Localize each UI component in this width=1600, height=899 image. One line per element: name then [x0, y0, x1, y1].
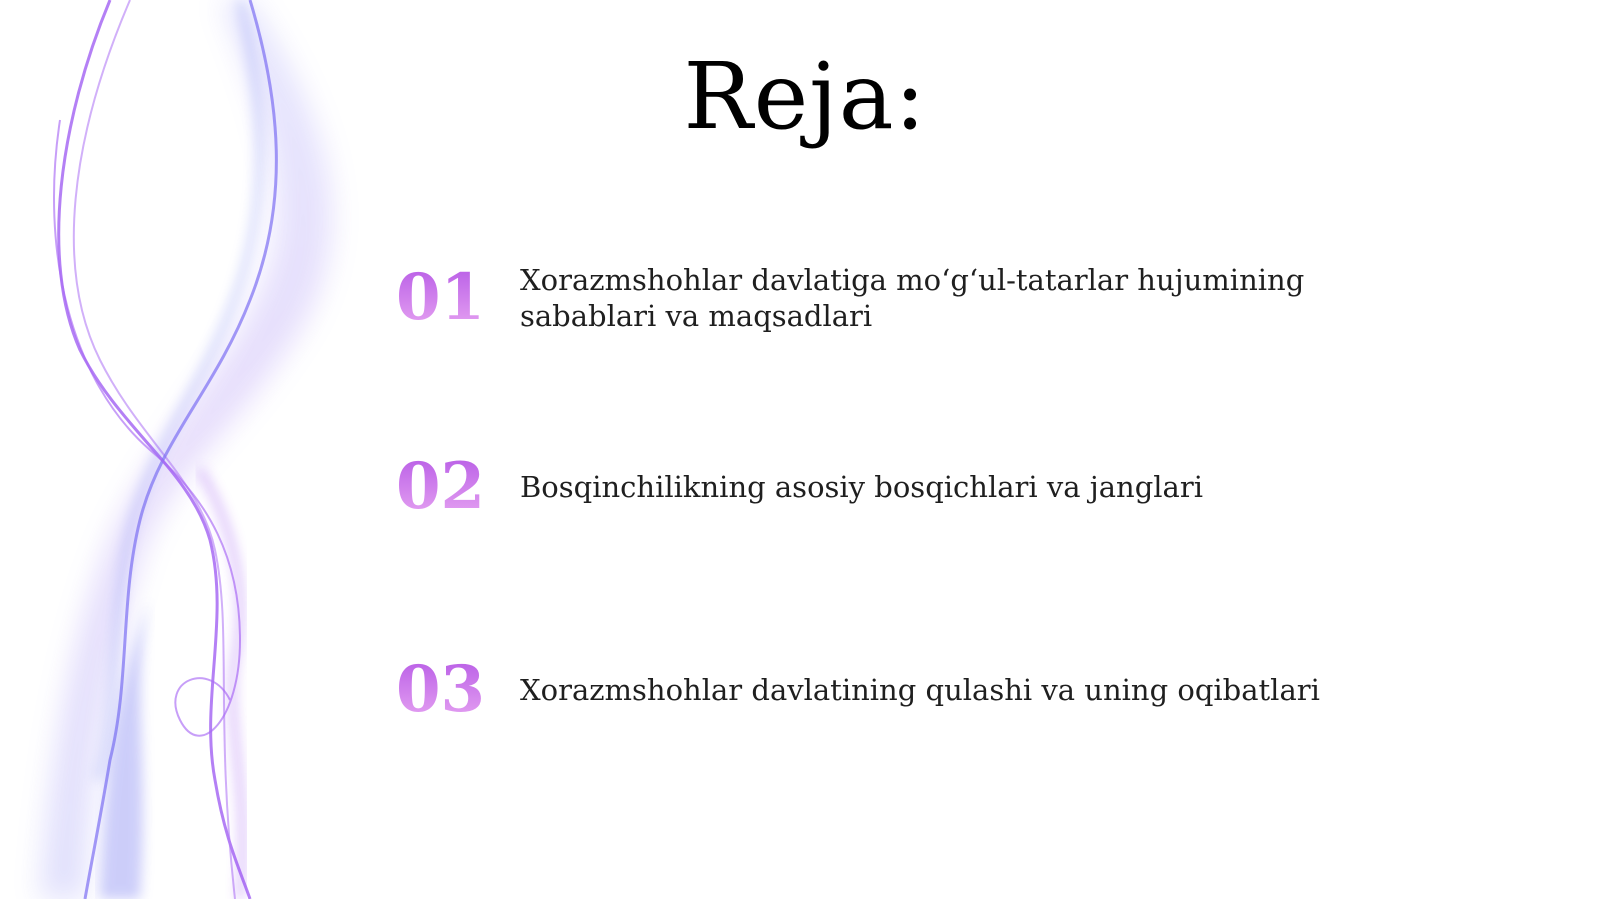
item-text: Bosqinchilikning asosiy bosqichlari va janglari: [520, 470, 1203, 504]
plan-item: [396, 449, 1496, 524]
item-text: Xorazmshohlar davlatining qulashi va uning oqibatlari: [520, 673, 1320, 707]
slide-title: Reja:: [683, 43, 927, 150]
item-number: 01: [396, 263, 520, 333]
item-number: 03: [396, 655, 520, 725]
item-text: Xorazmshohlar davlatiga mo‘g‘ul-tatarlar hujumining sabablari va maqsadlari: [520, 263, 1305, 333]
purple-smoke-decoration: [0, 0, 420, 899]
plan-item: [396, 262, 1496, 334]
item-number: 02: [396, 452, 520, 522]
plan-item: [396, 652, 1496, 727]
